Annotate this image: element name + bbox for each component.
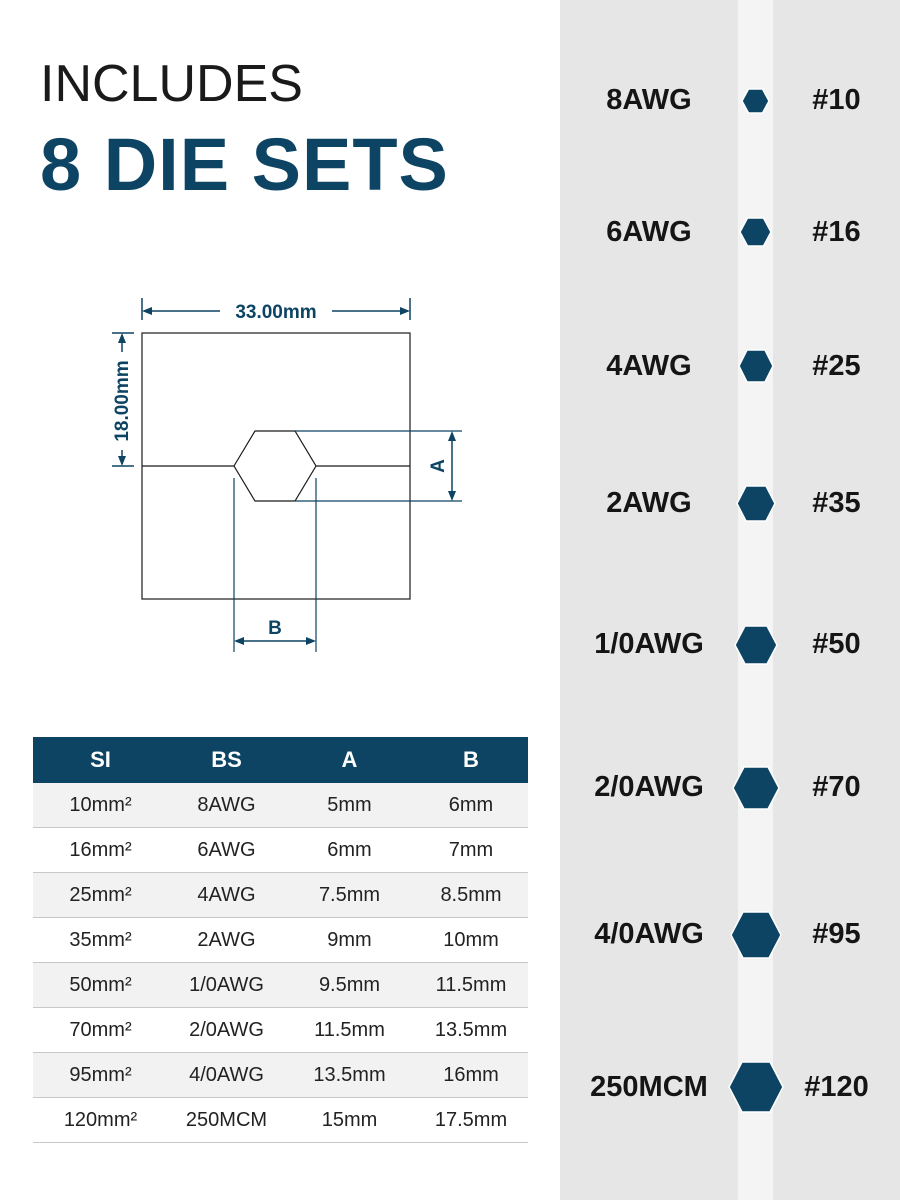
die-number-label: #35: [812, 487, 861, 519]
cell-b: 7mm: [414, 828, 528, 873]
die-number-label: #120: [804, 1071, 869, 1103]
hexagon-icon: [736, 485, 776, 522]
cell-a: 5mm: [285, 783, 414, 828]
die-awg-label: 4AWG: [606, 350, 692, 382]
hexagon-icon: [739, 217, 772, 247]
cell-bs: 4AWG: [168, 873, 285, 918]
die-label-column: [560, 0, 738, 1200]
cell-a: 7.5mm: [285, 873, 414, 918]
b-label: B: [268, 618, 282, 639]
hexagon-icon: [741, 88, 770, 114]
cell-a: 9mm: [285, 918, 414, 963]
height-label: 18.00mm: [112, 360, 133, 442]
cell-a: 13.5mm: [285, 1053, 414, 1098]
cell-si: 95mm²: [33, 1053, 168, 1098]
cell-si: 70mm²: [33, 1008, 168, 1053]
header-a: A: [285, 737, 414, 783]
die-number-label: #10: [812, 84, 861, 116]
table-row: [33, 783, 528, 828]
cell-bs: 250MCM: [168, 1098, 285, 1143]
cell-bs: 6AWG: [168, 828, 285, 873]
cell-si: 50mm²: [33, 963, 168, 1008]
hex-column: [738, 0, 773, 1200]
width-label: 33.00mm: [235, 302, 317, 323]
cell-bs: 4/0AWG: [168, 1053, 285, 1098]
die-awg-label: 1/0AWG: [594, 628, 704, 660]
table-row: [33, 828, 528, 873]
table-row: [33, 873, 528, 918]
die-dimension-diagram: [100, 290, 480, 670]
cell-b: 10mm: [414, 918, 528, 963]
cell-bs: 8AWG: [168, 783, 285, 828]
table-row: [33, 918, 528, 963]
heading-die-sets: 8 DIE SETS: [40, 123, 449, 206]
cell-si: 16mm²: [33, 828, 168, 873]
cell-si: 10mm²: [33, 783, 168, 828]
die-number-label: #95: [812, 918, 861, 950]
hexagon-icon: [728, 1061, 784, 1113]
cell-b: 17.5mm: [414, 1098, 528, 1143]
table-row: [33, 1053, 528, 1098]
cell-si: 25mm²: [33, 873, 168, 918]
cell-si: 120mm²: [33, 1098, 168, 1143]
table-header-row: [33, 737, 528, 783]
a-label: A: [428, 459, 449, 473]
cell-a: 9.5mm: [285, 963, 414, 1008]
die-number-column: [773, 0, 900, 1200]
cell-b: 11.5mm: [414, 963, 528, 1008]
die-awg-label: 6AWG: [606, 216, 692, 248]
die-awg-label: 4/0AWG: [594, 918, 704, 950]
cell-bs: 2AWG: [168, 918, 285, 963]
cell-bs: 2/0AWG: [168, 1008, 285, 1053]
cell-si: 35mm²: [33, 918, 168, 963]
cell-a: 15mm: [285, 1098, 414, 1143]
cell-b: 8.5mm: [414, 873, 528, 918]
die-spec-table: [33, 737, 528, 1143]
die-number-label: #16: [812, 216, 861, 248]
cell-bs: 1/0AWG: [168, 963, 285, 1008]
die-number-label: #70: [812, 771, 861, 803]
cell-b: 6mm: [414, 783, 528, 828]
hexagon-icon: [732, 766, 780, 810]
heading-includes: INCLUDES: [40, 55, 303, 113]
hexagon-icon: [730, 911, 782, 959]
hexagon-icon: [738, 349, 774, 383]
die-awg-label: 2AWG: [606, 487, 692, 519]
table-row: [33, 1098, 528, 1143]
header-bs: BS: [168, 737, 285, 783]
die-awg-label: 2/0AWG: [594, 771, 704, 803]
die-awg-label: 250MCM: [590, 1071, 708, 1103]
table-row: [33, 1008, 528, 1053]
header-b: B: [414, 737, 528, 783]
cell-a: 6mm: [285, 828, 414, 873]
table-row: [33, 963, 528, 1008]
die-number-label: #50: [812, 628, 861, 660]
cell-a: 11.5mm: [285, 1008, 414, 1053]
header-si: SI: [33, 737, 168, 783]
die-number-label: #25: [812, 350, 861, 382]
hexagon-icon: [734, 625, 778, 665]
die-awg-label: 8AWG: [606, 84, 692, 116]
cell-b: 16mm: [414, 1053, 528, 1098]
cell-b: 13.5mm: [414, 1008, 528, 1053]
